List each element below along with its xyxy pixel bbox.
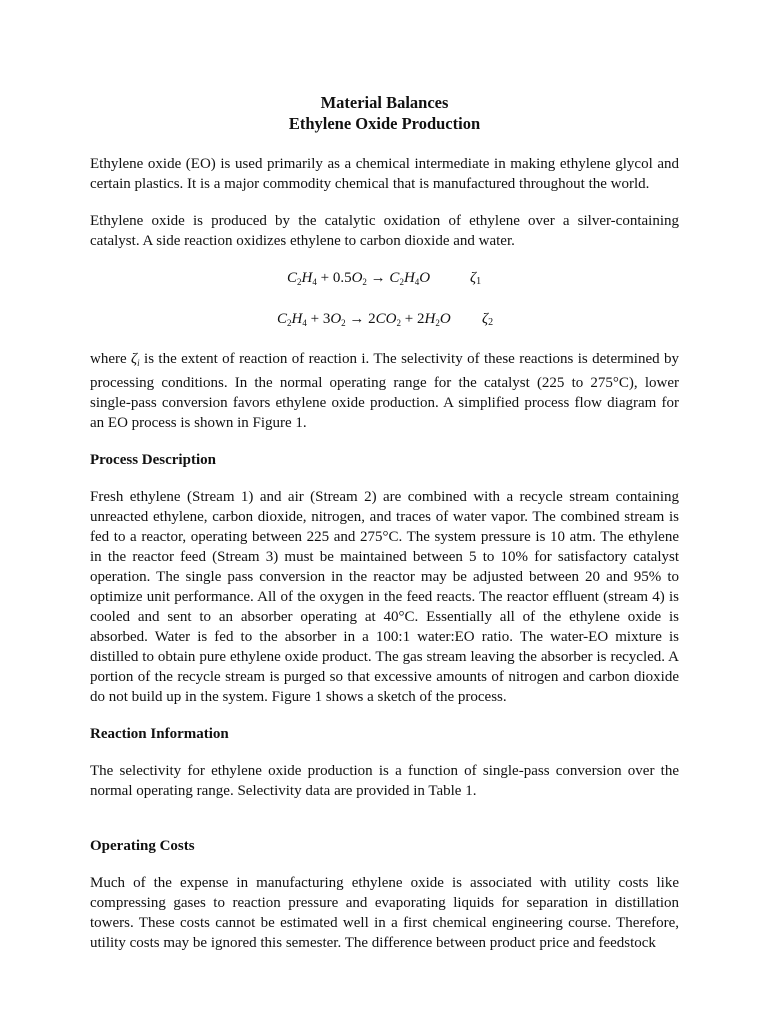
process-description-paragraph: Fresh ethylene (Stream 1) and air (Stream 2) are combined with a recycle stream containing unreacted ethylene, carbon dioxide, nitrogen, and traces of water vapor. The combined stream is fed to a reactor, operating between 225 and 275°C. The system pressure is 10 atm. The ethylene in the reactor feed (Stream 3) must be maintained between 5 to 10% for satisfactory catalyst operation. The single pass conversion in the reactor may be adjusted between 20 and 95% to optimize unit performance. All of the oxygen in the feed reacts. The reactor effluent (stream 4) is cooled and sent to an absorber operating at 40°C. Essentially all of the ethylene oxide is absorbed. Water is fed to the absorber in a 100:1 water:EO ratio. The water-EO mixture is distilled to obtain pure ethylene oxide product. The gas stream leaving the absorber is recycled. A portion of the recycle stream is purged so that excessive amounts of nitrogen and carbon dioxide do not build up in the system. Figure 1 shows a sketch of the process. <box>90 489 679 705</box>
reaction-equation-1 <box>90 268 679 290</box>
title-line-2: Ethylene Oxide Production <box>288 114 481 133</box>
document-title <box>90 92 679 134</box>
equation-2-formula: $C_2H_4 + 3O_2 \to 2CO_2 + 2H_2O$ <box>277 311 451 328</box>
operating-costs-heading: Operating Costs <box>90 838 195 854</box>
equation-2-extent: $\zeta_2$ <box>482 311 494 328</box>
title-line-1: Material Balances <box>320 93 449 112</box>
equation-2-extent-index: 2 <box>488 317 494 328</box>
reaction-equation-2 <box>90 309 679 331</box>
intro-paragraph: Ethylene oxide (EO) is used primarily as a chemical intermediate in making ethylene glycol and certain plastics. It is a major commodity chemical that is manufactured throughout the world. <box>90 156 679 192</box>
equation-1-extent: $\zeta_1$ <box>470 270 482 287</box>
equation-1-extent-index: 1 <box>476 276 482 287</box>
extent-lead: where <box>90 351 127 367</box>
extent-text: is the extent of reaction of reaction i. The selectivity of these reactions is determined by processing conditions. In the normal operating range for the catalyst (225 to 275°C), lower single-pass conversion favors ethylene oxide production. A simplified process flow diagram for an EO process is shown in Figure 1. <box>90 351 679 431</box>
equation-1-formula: $C_2H_4 + 0.5O_2 \to C_2H_4O$ <box>287 270 431 287</box>
production-paragraph: Ethylene oxide is produced by the catalytic oxidation of ethylene over a silver-containing catalyst. A side reaction oxidizes ethylene to carbon dioxide and water. <box>90 213 679 249</box>
reaction-information-paragraph: The selectivity for ethylene oxide production is a function of single-pass conversion over the normal operating range. Selectivity data are provided in Table 1. <box>90 763 679 799</box>
extent-symbol: $\zeta_i$ <box>131 351 140 368</box>
extent-paragraph <box>90 349 679 433</box>
operating-costs-paragraph: Much of the expense in manufacturing ethylene oxide is associated with utility costs like compressing gases to reaction pressure and evaporating liquids for separation in distillation towers. These costs cannot be estimated well in a first chemical engineering course. Therefore, utility costs may be ignored this semester. The difference between product price and feedstock <box>90 875 679 951</box>
extent-symbol-index: i <box>137 358 140 368</box>
process-description-heading: Process Description <box>90 452 216 468</box>
reaction-information-heading: Reaction Information <box>90 726 229 742</box>
